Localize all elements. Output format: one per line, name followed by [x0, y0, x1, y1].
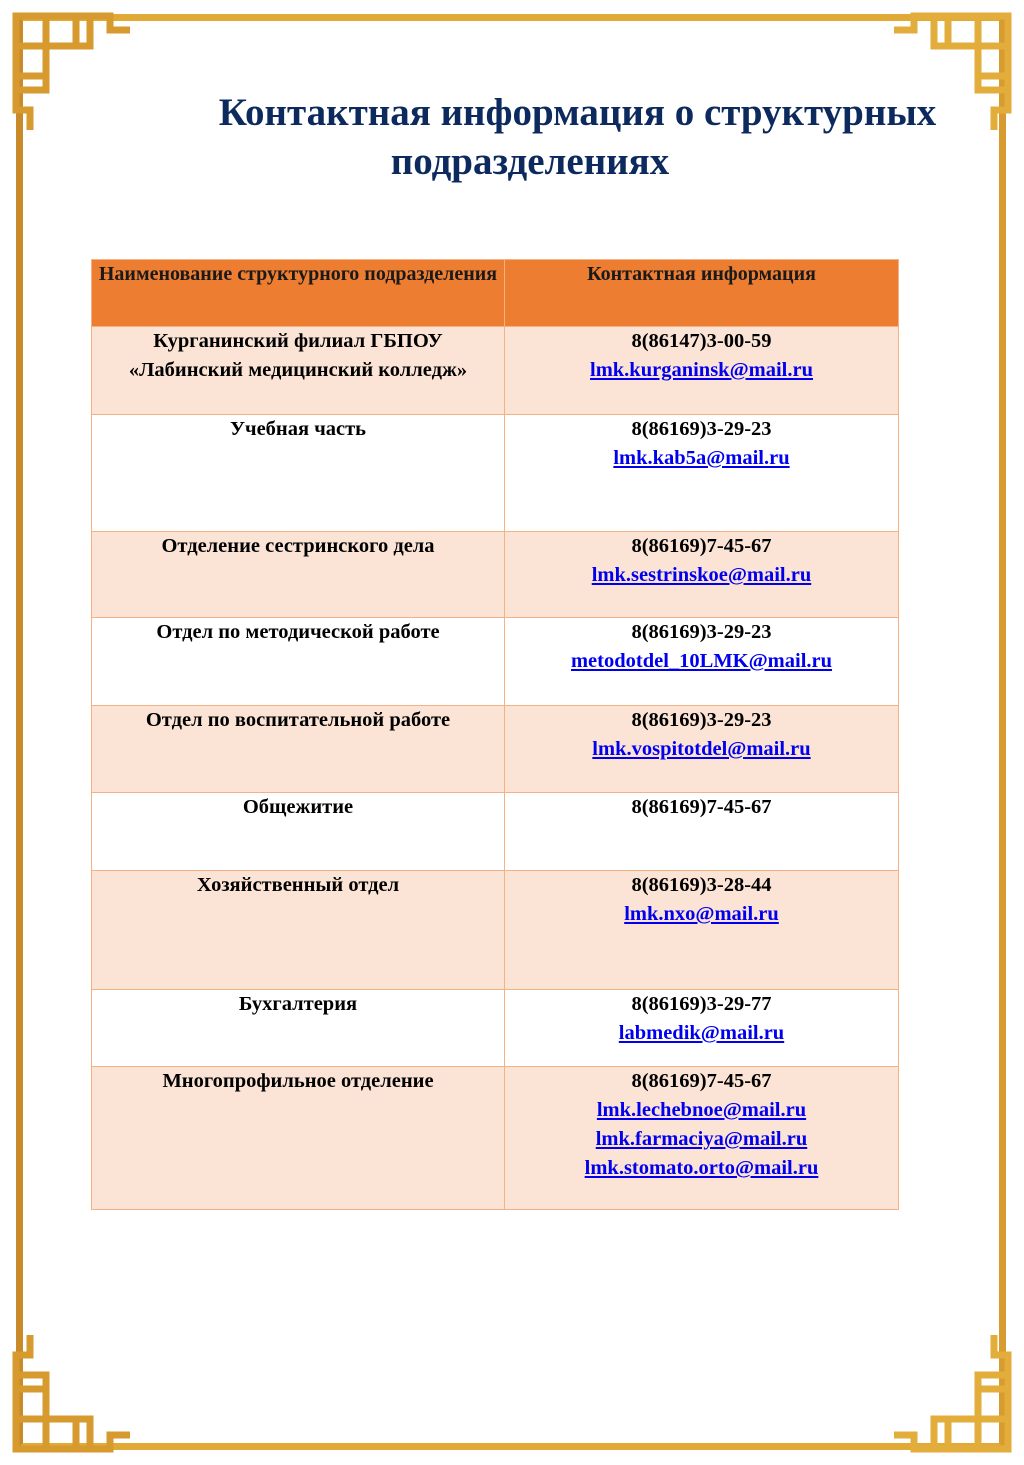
- title-line-2: подразделениях: [390, 140, 670, 183]
- email-link[interactable]: lmk.nxo@mail.ru: [624, 903, 779, 925]
- table-row: [92, 618, 899, 706]
- phone-number: 8(86169)3-29-77: [631, 993, 772, 1015]
- email-link[interactable]: lmk.vospitotdel@mail.ru: [592, 738, 811, 760]
- table-row: [92, 793, 899, 871]
- page-title: [90, 88, 970, 186]
- contact-cell: [505, 1067, 899, 1210]
- phone-number: 8(86169)3-29-23: [631, 418, 772, 440]
- email-link[interactable]: lmk.lechebnoe@mail.ru: [596, 1099, 807, 1121]
- unit-name: Курганинский филиал ГБПОУ «Лабинский медицинский колледж»: [92, 327, 505, 415]
- phone-number: 8(86169)3-28-44: [631, 874, 772, 896]
- email-link[interactable]: lmk.farmaciya@mail.ru: [595, 1128, 808, 1150]
- unit-name: Отделение сестринского дела: [92, 532, 505, 618]
- unit-name: Хозяйственный отдел: [92, 871, 505, 990]
- ornament-corner-icon: [894, 1335, 1024, 1465]
- unit-name: Бухгалтерия: [92, 990, 505, 1067]
- email-link[interactable]: lmk.kab5a@mail.ru: [613, 447, 790, 469]
- unit-name: Общежитие: [92, 793, 505, 871]
- table-row: [92, 990, 899, 1067]
- contact-cell: [505, 618, 899, 706]
- contact-cell: [505, 327, 899, 415]
- phone-number: 8(86169)3-29-23: [631, 709, 772, 731]
- contact-cell: [505, 532, 899, 618]
- ornament-corner-icon: [0, 1335, 130, 1465]
- phone-number: 8(86169)7-45-67: [631, 796, 772, 818]
- unit-name: Многопрофильное отделение: [92, 1067, 505, 1210]
- phone-number: 8(86169)3-29-23: [631, 621, 772, 643]
- contact-cell: [505, 793, 899, 871]
- contact-cell: [505, 990, 899, 1067]
- unit-name: Отдел по воспитательной работе: [92, 706, 505, 793]
- phone-number: 8(86169)7-45-67: [631, 535, 772, 557]
- header-contact: Контактная информация: [505, 260, 899, 327]
- table-row: [92, 871, 899, 990]
- table-row: [92, 532, 899, 618]
- phone-number: 8(86169)7-45-67: [631, 1070, 772, 1092]
- email-link[interactable]: labmedik@mail.ru: [618, 1022, 785, 1044]
- email-link[interactable]: lmk.kurganinsk@mail.ru: [590, 359, 813, 381]
- unit-name: Учебная часть: [92, 415, 505, 532]
- table-header-row: [92, 260, 899, 327]
- email-link[interactable]: metodotdel_10LMK@mail.ru: [570, 650, 833, 672]
- header-name: Наименование структурного подразделения: [92, 260, 505, 327]
- contact-cell: [505, 871, 899, 990]
- table-row: [92, 1067, 899, 1210]
- email-link[interactable]: lmk.sestrinskoe@mail.ru: [591, 564, 812, 586]
- table-row: [92, 327, 899, 415]
- phone-number: 8(86147)3-00-59: [631, 330, 772, 352]
- table-row: [92, 415, 899, 532]
- title-line-1: Контактная информация о структурных: [218, 91, 937, 134]
- unit-name: Отдел по методической работе: [92, 618, 505, 706]
- table-row: [92, 706, 899, 793]
- contact-cell: [505, 415, 899, 532]
- contacts-table: [91, 259, 899, 1210]
- contact-cell: [505, 706, 899, 793]
- email-link[interactable]: lmk.stomato.orto@mail.ru: [584, 1157, 819, 1179]
